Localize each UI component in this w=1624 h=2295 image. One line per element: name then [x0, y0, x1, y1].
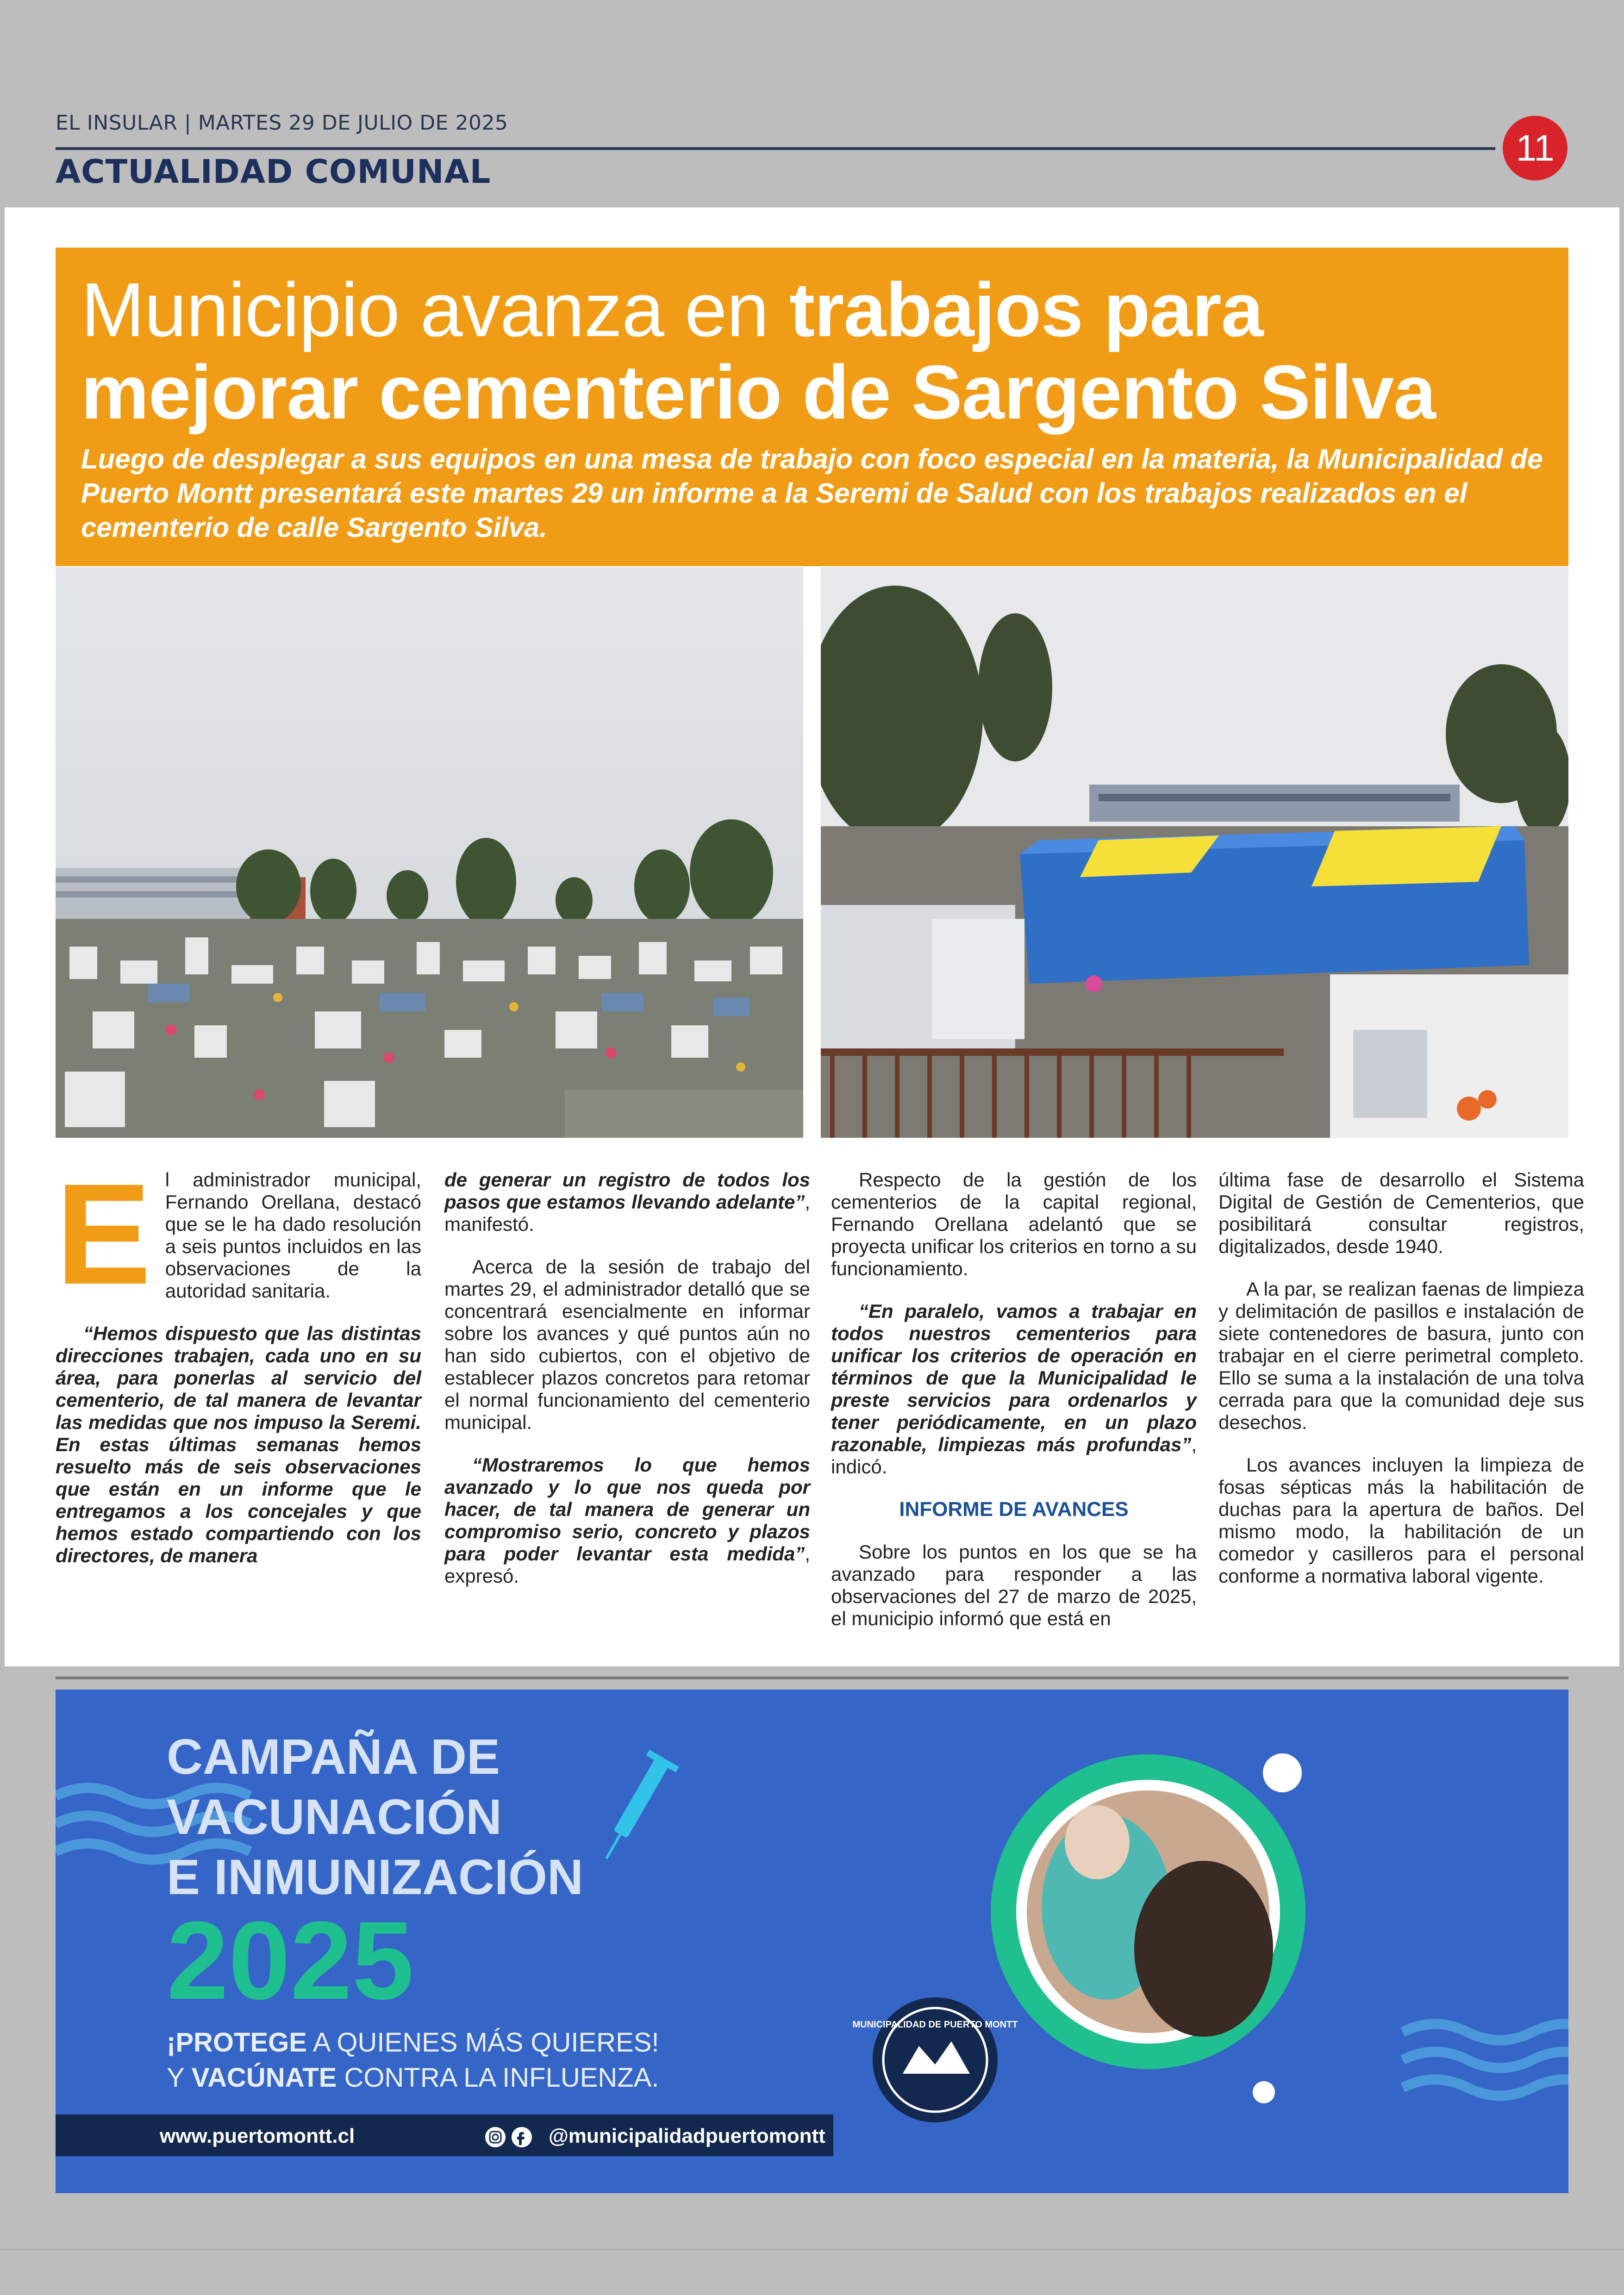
col2-quote-1: de generar un registro de todos los pasos que estamos llevando adelante”	[444, 1169, 810, 1213]
article-deck: Luego de desplegar a sus equipos en una mesa de trabajo con foco especial en la materia, la Municipalidad de Puerto Montt presentará este martes 29 un informe a la Seremi de Salud con los trabajos realizados en el cementerio de calle Sargento Silva.	[81, 443, 1543, 543]
col2-paragraph-2: Acerca de la sesión de trabajo del martes 29, el administrador detalló que se concentrará esencialmente en informar sobre los avances y qué puntos aún no han sido cubiertos, con el objetivo de establecer plazos concretos para retomar el normal funcionamiento del cementerio municipal.	[444, 1256, 810, 1433]
article-column-2	[444, 1169, 810, 1608]
ad-year: 2025	[167, 1898, 414, 2022]
ad-social-handle[interactable]: @municipalidadpuertomontt	[549, 2125, 825, 2147]
col3-quote-tail: , indicó.	[831, 1434, 1197, 1478]
municipal-seal-text: MUNICIPALIDAD DE PUERTO MONTT	[852, 2020, 1018, 2030]
col3-quote: “En paralelo, vamos a trabajar en todos nuestros cementerios para unificar los criterios de operación en términos de que la Municipalidad le preste servicios para ordenarlos y tener periódicamente, en un plazo razonable, limpiezas más profundas”	[831, 1300, 1197, 1455]
article-column-4	[1218, 1169, 1584, 1608]
col2-quote-2: “Mostraremos lo que hemos avanzado y lo que nos queda por hacer, de tal manera de generar un compromiso serio, concreto y plazos para poder levantar esta medida”	[444, 1454, 810, 1565]
headline-light: Municipio avanza en	[81, 267, 790, 352]
col4-paragraph-1: última fase de desarrollo el Sistema Digital de Gestión de Cementerios, que posibilitará consultar registros, digitalizados, desde 1940.	[1218, 1169, 1584, 1257]
col4-paragraph-3: Los avances incluyen la limpieza de fosas sépticas más la habilitación de duchas para la apertura de baños. Del mismo modo, la habilitación de un comedor y casilleros para el personal conforme a normativa laboral vigente.	[1218, 1454, 1584, 1587]
col2-quote-1-tail: , manifestó.	[444, 1191, 810, 1235]
instagram-icon	[485, 2127, 506, 2147]
slogan-line-2-start: Y	[167, 2063, 192, 2093]
subhead-informe: INFORME DE AVANCES	[899, 1498, 1129, 1521]
ad-website-link[interactable]: www.puertomontt.cl	[160, 2125, 355, 2147]
slogan-line-2-rest: CONTRA LA INFLUENZA.	[337, 2063, 659, 2093]
drop-cap: E	[56, 1154, 151, 1314]
ad-title-line-1: CAMPAÑA DE	[167, 1728, 500, 1784]
headline-bold-1: trabajos para	[789, 267, 1263, 352]
article-column-1	[56, 1154, 421, 1587]
col3-paragraph-1: Respecto de la gestión de los cementerios de la capital regional, Fernando Orellana adelantó que se proyecta unificar los criterios en torno a su funcionamiento.	[831, 1169, 1197, 1279]
facebook-icon	[512, 2127, 532, 2147]
slogan-vacunate: VACÚNATE	[191, 2063, 337, 2093]
slogan-line-1-rest: A QUIENES MÁS QUIERES!	[306, 2027, 659, 2058]
waste-container-photo	[821, 567, 1568, 1138]
ad-slogan	[167, 2025, 659, 2095]
social-icons	[484, 2126, 539, 2151]
ad-title-line-2: VACUNACIÓN	[167, 1789, 502, 1845]
ad-title-line-3: E INMUNIZACIÓN	[167, 1849, 583, 1905]
headline	[81, 268, 1553, 433]
ad-separator	[56, 1677, 1568, 1679]
col1-paragraph-1: l administrador municipal, Fernando Orellana, destacó que se le ha dado resolución a seis puntos incluidos en las observaciones de la autoridad sanitaria.	[165, 1169, 421, 1302]
header-rule	[56, 147, 1495, 150]
slogan-protege: ¡PROTEGE	[167, 2027, 307, 2058]
article-column-3	[831, 1169, 1197, 1650]
col1-quote: “Hemos dispuesto que las distintas direcciones trabajen, cada uno en su área, para ponerlas al servicio del cementerio, de tal manera de levantar las medidas que nos impuso la Seremi. En estas últimas semanas hemos resuelto más de seis observaciones que están en un informe que le entregamos a los concejales y que hemos estado compartiendo con los directores, de manera	[56, 1322, 421, 1566]
col3-paragraph-3: Sobre los puntos en los que se ha avanzado para responder a las observaciones del 27 de marzo de 2025, el municipio informó que está en	[831, 1541, 1197, 1629]
section-title: ACTUALIDAD COMUNAL	[56, 153, 491, 191]
col4-paragraph-2: A la par, se realizan faenas de limpieza y delimitación de pasillos e instalación de siete contenedores de basura, junto con trabajar en el cierre perimetral completo. Ello se suma a la instalación de una tolva cerrada para que la comunidad deje sus desechos.	[1218, 1278, 1584, 1433]
ad-title	[167, 1727, 583, 1907]
headline-bold-2: mejorar cementerio de Sargento Silva	[81, 349, 1436, 435]
cemetery-overview-photo	[56, 567, 803, 1138]
page-number-badge: 11	[1503, 116, 1568, 181]
page-bottom-line	[0, 2249, 1624, 2250]
col2-quote-2-tail: , expresó.	[444, 1543, 810, 1587]
masthead: EL INSULAR | MARTES 29 DE JULIO DE 2025	[56, 111, 508, 135]
